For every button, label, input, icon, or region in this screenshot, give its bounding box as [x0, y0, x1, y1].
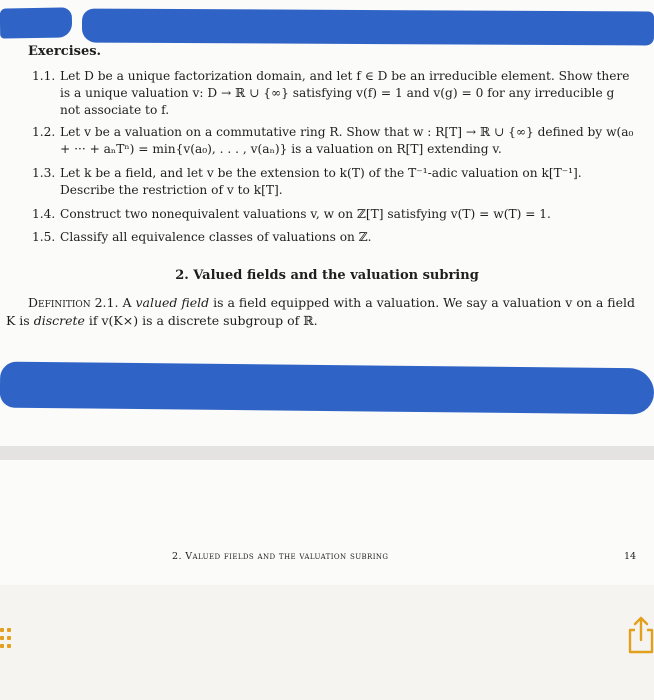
defined-term: discrete	[33, 313, 85, 328]
share-icon[interactable]	[626, 614, 654, 654]
exercises-heading: Exercises.	[28, 44, 102, 59]
exercise-item	[32, 229, 636, 247]
section-title: 2. Valued fields and the valuation subring	[175, 268, 479, 283]
redaction-mark	[0, 362, 654, 415]
exercise-item	[32, 165, 636, 201]
exercise-number: 1.4.	[32, 207, 56, 221]
redaction-mark	[0, 7, 72, 38]
definition-label: Definition 2.1.	[28, 295, 119, 310]
running-head: 2. Valued fields and the valuation subring	[172, 551, 389, 562]
exercise-text: Let v be a valuation on a commutative ring R. Show that w : R[T] → ℝ ∪ {∞} defined by w(a₀ + ··· + aₙTⁿ) = min{v(a₀), . . . , v(aₙ)} is a valuation on R[T] extending v.	[60, 125, 634, 156]
redaction-mark	[82, 9, 654, 46]
exercise-text: Classify all equivalence classes of valuations on ℤ.	[60, 230, 372, 244]
exercise-item	[32, 68, 636, 120]
exercise-text: Construct two nonequivalent valuations v, w on ℤ[T] satisfying v(T) = w(T) = 1.	[60, 207, 551, 221]
definition-text: A	[122, 295, 136, 310]
definition-text: if v(K×) is a discrete subgroup of ℝ.	[84, 313, 318, 328]
definition-paragraph	[6, 294, 638, 330]
exercise-item	[32, 124, 636, 160]
exercise-text: Let D be a unique factorization domain, and let f ∈ D be an irreducible element. Show there is a unique valuation v: D → ℝ ∪ {∞} satisfying v(f) = 1 and v(g) = 0 for any irreducible g not associate to f.	[60, 69, 630, 117]
exercise-number: 1.2.	[32, 125, 56, 139]
exercise-number: 1.5.	[32, 230, 56, 244]
exercise-item	[32, 206, 636, 224]
document-page-2	[0, 460, 654, 600]
exercise-number: 1.3.	[32, 166, 56, 180]
bottom-toolbar	[0, 585, 654, 700]
page-number: 14	[624, 551, 637, 562]
defined-term: valued field	[135, 295, 210, 310]
exercise-text: Let k be a field, and let v be the extension to k(T) of the T⁻¹-adic valuation on k[T⁻¹]. Describe the restriction of v to k[T].	[60, 166, 582, 197]
grid-menu-icon[interactable]	[0, 626, 26, 656]
definition-text: is a field equipped with a valuation. We say a valuation v on a field K is	[6, 295, 636, 328]
page-separator	[0, 446, 654, 460]
exercise-number: 1.1.	[32, 69, 56, 83]
